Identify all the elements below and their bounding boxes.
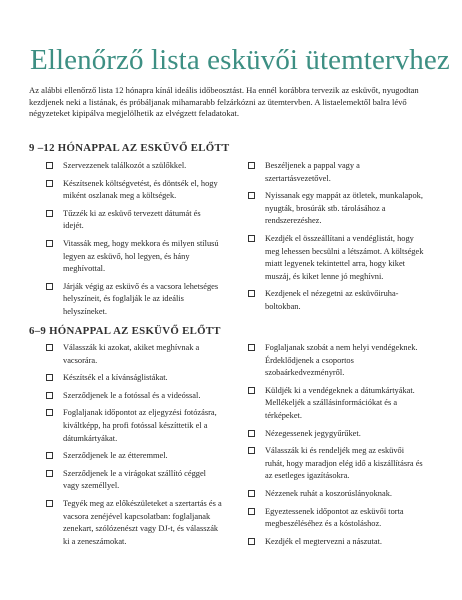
checklist-item — [43, 450, 223, 463]
checkbox[interactable] — [248, 344, 255, 351]
checklist-item — [43, 390, 223, 403]
checkbox[interactable] — [46, 470, 53, 477]
checklist-item-label: Tűzzék ki az esküvő tervezett dátumát és idejét. — [63, 208, 201, 231]
checklist-item — [43, 498, 223, 548]
checklist-item-label: Válasszák ki azokat, akiket meghívnak a vacsorára. — [63, 343, 200, 365]
checklist-item — [245, 445, 425, 483]
checklist-item-label: Beszéljenek a pappal vagy a szertartásvezetővel. — [265, 161, 360, 183]
checkbox[interactable] — [248, 235, 255, 242]
checklist-item — [43, 208, 223, 233]
page-title: Ellenőrző lista esküvői ütemtervhez — [30, 44, 450, 76]
checklist-column-left — [43, 160, 223, 319]
checklist-item-label: Járják végig az esküvő és a vacsora lehetséges helyszíneit, és foglalják le az ideális helyszíneket. — [63, 281, 219, 316]
checklist-item-label: Foglaljanak időpontot az eljegyzési fotózásra, kiváltképp, ha profi fotóssal készíttetik el a dátumkártyákat. — [63, 408, 217, 443]
checkbox[interactable] — [46, 344, 53, 351]
checkbox[interactable] — [248, 387, 255, 394]
checklist-item-label: Válasszák ki és rendeljék meg az esküvői ruhát, hogy maradjon elég idő a kiszállításra és az esetleges igazításokra. — [265, 446, 423, 481]
checkbox[interactable] — [248, 162, 255, 169]
checklist-item-label: Küldjék ki a vendégeknek a dátumkártyákat. Mellékeljék a szállásinformációkat és a térképeket. — [265, 385, 415, 420]
checklist-item-label: Szerződjenek le a virágokat szállító céggel vagy személlyel. — [63, 468, 207, 491]
checklist-item — [43, 342, 223, 367]
checkbox[interactable] — [248, 538, 255, 545]
checklist-item-label: Nyissanak egy mappát az ötletek, munkalapok, nyugták, brosúrák stb. tárolásához a rendszerezéshez. — [265, 191, 423, 226]
checklist-item-label: Szervezzenek találkozót a szülőkkel. — [63, 161, 187, 170]
checklist-item-label: Nézzenek ruhát a koszorúslányoknak. — [265, 488, 392, 498]
checklist-column-right — [245, 160, 425, 314]
checklist-item — [43, 407, 223, 445]
checkbox[interactable] — [46, 500, 53, 507]
checkbox[interactable] — [46, 392, 53, 399]
checkbox[interactable] — [248, 490, 255, 497]
checklist-item — [245, 233, 425, 283]
checkbox[interactable] — [46, 210, 53, 217]
checkbox[interactable] — [248, 430, 255, 437]
checklist-column-right — [245, 342, 425, 548]
checklist-item-label: Készítsék el a kívánságlistákat. — [63, 373, 168, 383]
checklist-item-label: Foglaljanak szobát a nem helyi vendégeknek. Érdeklődjenek a csoportos szobaárkedvezményről. — [265, 343, 418, 378]
checklist-item-label: Egyeztessenek időpontot az esküvői torta megbeszéléséhez és a kóstoláshoz. — [265, 506, 404, 529]
checklist-item — [43, 160, 223, 173]
checkbox[interactable] — [46, 374, 53, 381]
checkbox[interactable] — [248, 290, 255, 297]
section-heading-9-12: 9 –12 HÓNAPPAL AZ ESKÜVŐ ELŐTT — [29, 142, 230, 154]
checkbox[interactable] — [248, 508, 255, 515]
checklist-item — [245, 342, 425, 380]
checkbox[interactable] — [46, 162, 53, 169]
checklist-item — [245, 506, 425, 531]
checklist-item — [245, 160, 425, 185]
checklist-item — [43, 238, 223, 276]
checklist-item — [245, 288, 425, 313]
checkbox[interactable] — [46, 240, 53, 247]
checklist-item — [245, 190, 425, 228]
checklist-item — [43, 281, 223, 319]
checklist-item-label: Készítsenek költségvetést, és döntsék el, hogy miként oszlanak meg a költségek. — [63, 178, 218, 201]
intro-paragraph: Az alábbi ellenőrző lista 12 hónapra kínál ideális időbeosztást. Ha ennél korábbra tervezik az esküvőt, nyugodtan kezdjenek neki a listának, és próbáljanak mihamarabb felzárkózni az ütemtervben. A listaelemektől balra lévő négyzeteket kipipálva megjelölhetik az elvégzett feladatokat. — [29, 85, 419, 119]
checklist-item — [245, 428, 425, 441]
checklist-item-label: Szerződjenek le a fotóssal és a videóssal. — [63, 390, 201, 400]
checklist-item — [43, 372, 223, 385]
checklist-item-label: Szerződjenek le az étteremmel. — [63, 451, 168, 461]
checkbox[interactable] — [248, 192, 255, 199]
checkbox[interactable] — [46, 283, 53, 290]
checkbox[interactable] — [46, 180, 53, 187]
checkbox[interactable] — [46, 452, 53, 459]
checkbox[interactable] — [46, 409, 53, 416]
checklist-item-label: Kezdjék el megtervezni a nászutat. — [265, 536, 382, 546]
checklist-item-label: Kezdjenek el nézegetni az esküvőiruha-boltokban. — [265, 289, 399, 311]
checklist-column-left — [43, 342, 223, 548]
checkbox[interactable] — [248, 447, 255, 454]
checklist-item-label: Vitassák meg, hogy mekkora és milyen stílusú legyen az esküvő, hol legyen, és hány meghívottal. — [63, 238, 219, 274]
checklist-item-label: Nézegessenek jegygyűrűket. — [265, 428, 361, 438]
checklist-item — [245, 385, 425, 423]
checklist-item — [245, 536, 425, 549]
checklist-item-label: Tegyék meg az előkészületeket a szertartás és a vacsora zenéjével kapcsolatban: foglaljanak zenekart, szólózenészt vagy DJ-t, és válasszák ki a zeneszámokat. — [63, 498, 222, 546]
checklist-item — [245, 488, 425, 501]
checklist-item — [43, 468, 223, 493]
section-heading-6-9: 6–9 HÓNAPPAL AZ ESKÜVŐ ELŐTT — [29, 325, 221, 337]
checklist-item-label: Kezdjék el összeállítani a vendéglistát, hogy meg lehessen becsülni a létszámot. A költségek miatt legyenek tekintettel arra, hogy kiket muszáj, és kiket lenne jó meghívni. — [265, 233, 424, 281]
checklist-item — [43, 178, 223, 203]
